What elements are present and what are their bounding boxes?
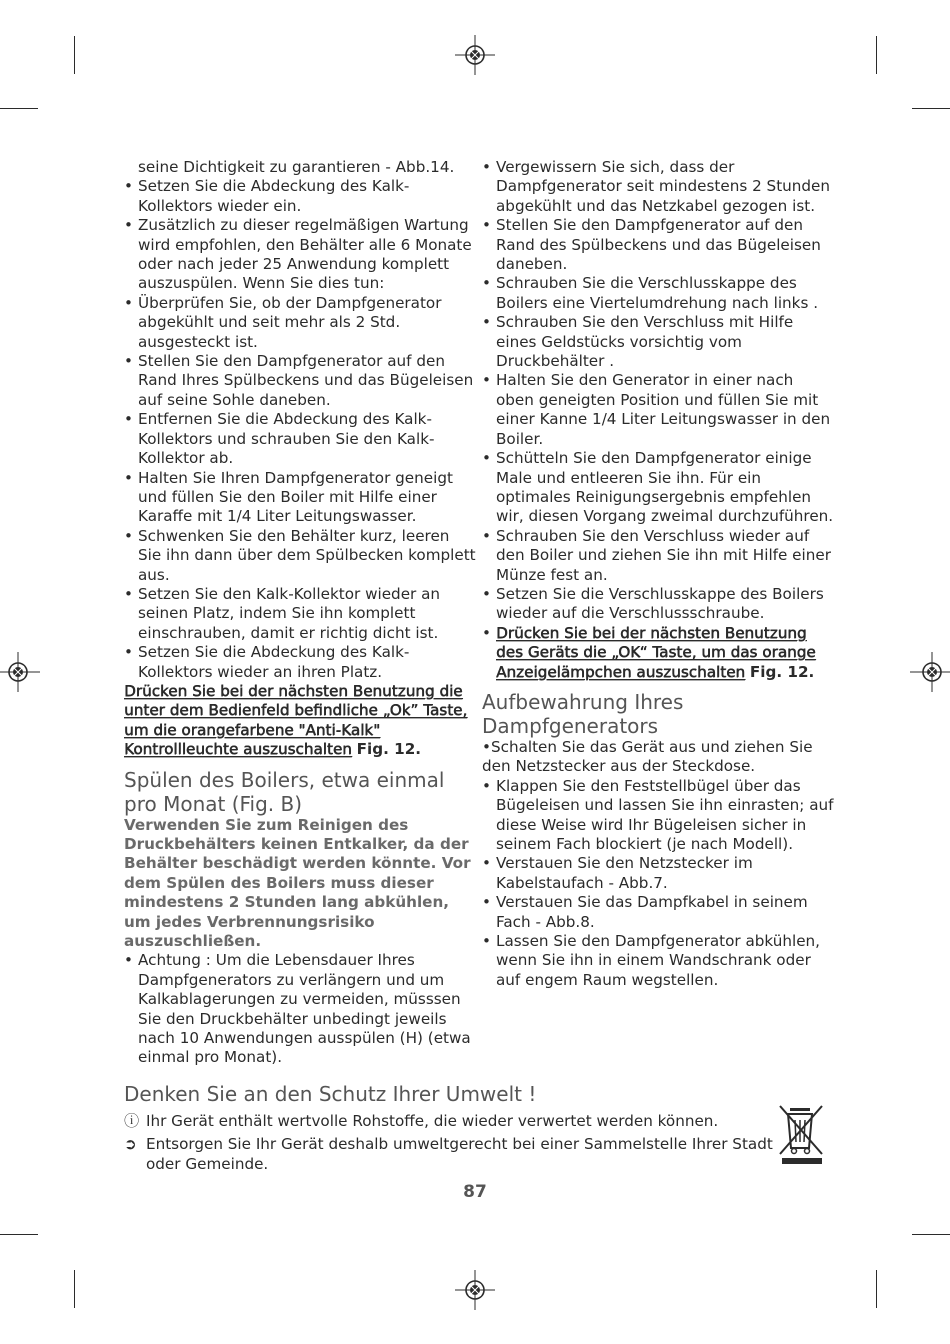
environment-info-row: [124, 1112, 786, 1131]
crop-mark: [74, 36, 75, 74]
left-column: [124, 158, 476, 1068]
registration-mark-icon: [455, 1270, 495, 1310]
list-item: • Stellen Sie den Dampfgenerator auf den Rand des Spülbeckens und das Bügeleisen daneben.: [482, 216, 834, 274]
environment-arrow-row: [124, 1135, 786, 1174]
crop-mark: [876, 1270, 877, 1308]
crop-mark: [74, 1270, 75, 1308]
section-heading-storage: Aufbewahrung Ihres Dampfgenerators: [482, 689, 684, 738]
registration-mark-icon: [455, 35, 495, 75]
list-item: • Stellen Sie den Dampfgenerator auf den Rand Ihres Spülbeckens und das Bügeleisen auf seine Sohle daneben.: [124, 352, 476, 410]
fig-reference: Fig. 12.: [749, 662, 815, 681]
right-list-2: [482, 777, 834, 990]
anti-calc-note: [124, 682, 476, 760]
list-item: • Halten Sie den Generator in einer nach oben geneigten Position und füllen Sie mit einer Kanne 1/4 Liter Leitungswasser in den Boiler.: [482, 371, 834, 449]
list-item: • Setzen Sie die Verschlusskappe des Boilers wieder auf die Verschlussschraube.: [482, 585, 834, 624]
crop-mark: [0, 1234, 38, 1235]
rinse-warning: Verwenden Sie zum Reinigen des Druckbehälters keinen Entkalker, da der Behälter beschädigt werden könnte. Vor dem Spülen des Boilers muss dieser mindestens 2 Stunden lang abkühlen, um jedes Verbrennungsrisiko auszuschließen.: [124, 815, 471, 951]
info-icon: ⓘ: [124, 1112, 140, 1130]
list-item: [482, 624, 834, 682]
list-item: • Schrauben Sie den Verschluss wieder auf den Boiler und ziehen Sie ihn mit Hilfe einer Münze fest an.: [482, 527, 834, 585]
list-item: • Setzen Sie die Abdeckung des Kalk-Kollektors wieder ein.: [124, 177, 476, 216]
environment-line-2: Entsorgen Sie Ihr Gerät deshalb umweltgerecht bei einer Sammelstelle Ihrer Stadt oder Gemeinde.: [146, 1135, 773, 1173]
crop-mark: [912, 108, 950, 109]
anti-calc-note-text: Drücken Sie bei der nächsten Benutzung die unter dem Bedienfeld befindliche „Ok” Taste, um die orangefarbene "Anti-Kalk" Kontrollleuchte auszuschalten: [124, 681, 468, 759]
list-item: • Verstauen Sie das Dampfkabel in seinem Fach - Abb.8.: [482, 893, 834, 932]
crop-mark: [0, 108, 38, 109]
list-item: • Schütteln Sie den Dampfgenerator einige Male und entleeren Sie ihn. Für ein optimales Reinigungsergebnis empfehlen wir, diesen Vorgang zweimal durchzuführen.: [482, 449, 834, 527]
environment-section: [124, 1082, 824, 1174]
page-number: 87: [463, 1182, 487, 1202]
list-item: • Schwenken Sie den Behälter kurz, leeren Sie ihn dann über dem Spülbecken komplett aus.: [124, 527, 476, 585]
list-item: • Setzen Sie die Abdeckung des Kalk-Kollektors wieder an ihren Platz.: [124, 643, 476, 682]
list-item: • Verstauen Sie den Netzstecker im Kabelstaufach - Abb.7.: [482, 854, 834, 893]
list-item: • Überprüfen Sie, ob der Dampfgenerator abgekühlt und seit mehr als 2 Std. ausgesteckt ist.: [124, 294, 476, 352]
list-item: • Setzen Sie den Kalk-Kollektor wieder an seinen Platz, indem Sie ihn komplett einschrauben, damit er richtig dicht ist.: [124, 585, 476, 643]
registration-mark-icon: [0, 652, 40, 692]
list-item: seine Dichtigkeit zu garantieren - Abb.14.: [138, 158, 455, 176]
left-list: [124, 158, 476, 682]
right-list: [482, 158, 834, 682]
storage-first-line: •Schalten Sie das Gerät aus und ziehen Sie den Netzstecker aus der Steckdose.: [482, 737, 813, 776]
ok-button-note-text: Drücken Sie bei der nächsten Benutzung des Geräts die „OK“ Taste, um das orange Anzeigelämpchen auszuschalten: [496, 623, 816, 681]
environment-line-1: Ihr Gerät enthält wertvolle Rohstoffe, die wieder verwertet werden können.: [146, 1112, 719, 1130]
list-item: • Klappen Sie den Feststellbügel über das Bügeleisen und lassen Sie ihn einrasten; auf diese Weise wird Ihr Bügeleisen sicher in seinem Fach blockiert (je nach Modell).: [482, 777, 834, 855]
list-item: • Schrauben Sie die Verschlusskappe des Boilers eine Viertelumdrehung nach links .: [482, 274, 834, 313]
right-column: [482, 158, 834, 990]
arrow-icon: ➲: [124, 1135, 137, 1154]
list-item: • Halten Sie Ihren Dampfgenerator geneigt und füllen Sie den Boiler mit Hilfe einer Karaffe mit 1/4 Liter Leitungswasser.: [124, 469, 476, 527]
fig-reference: Fig. 12.: [356, 740, 422, 759]
list-item: • Achtung : Um die Lebensdauer Ihres Dampfgenerators zu verlängern und um Kalkablagerungen zu vermeiden, müsssen Sie den Druckbehälter unbedingt jeweils nach 10 Anwendungen ausspülen (H) (etwa einmal pro Monat).: [124, 951, 476, 1067]
list-item: • Zusätzlich zu dieser regelmäßigen Wartung wird empfohlen, den Behälter alle 6 Monate oder nach jeder 25 Anwendung komplett auszuspülen. Wenn Sie dies tun:: [124, 216, 476, 294]
crossed-bin-icon: [778, 1104, 826, 1166]
left-list-2: [124, 951, 476, 1067]
list-item: • Schrauben Sie den Verschluss mit Hilfe eines Geldstücks vorsichtig vom Druckbehälter .: [482, 313, 834, 371]
section-heading-rinse: Spülen des Boilers, etwa einmal pro Monat (Fig. B): [124, 767, 445, 816]
environment-heading: Denken Sie an den Schutz Ihrer Umwelt !: [124, 1082, 537, 1106]
crop-mark: [912, 1234, 950, 1235]
registration-mark-icon: [910, 652, 950, 692]
list-item: • Vergewissern Sie sich, dass der Dampfgenerator seit mindestens 2 Stunden abgekühlt und das Netzkabel gezogen ist.: [482, 158, 834, 216]
list-item: • Entfernen Sie die Abdeckung des Kalk-Kollektors und schrauben Sie den Kalk-Kollektor ab.: [124, 410, 476, 468]
crop-mark: [876, 36, 877, 74]
list-item: • Lassen Sie den Dampfgenerator abkühlen, wenn Sie ihn in einem Wandschrank oder auf engem Raum wegstellen.: [482, 932, 834, 990]
